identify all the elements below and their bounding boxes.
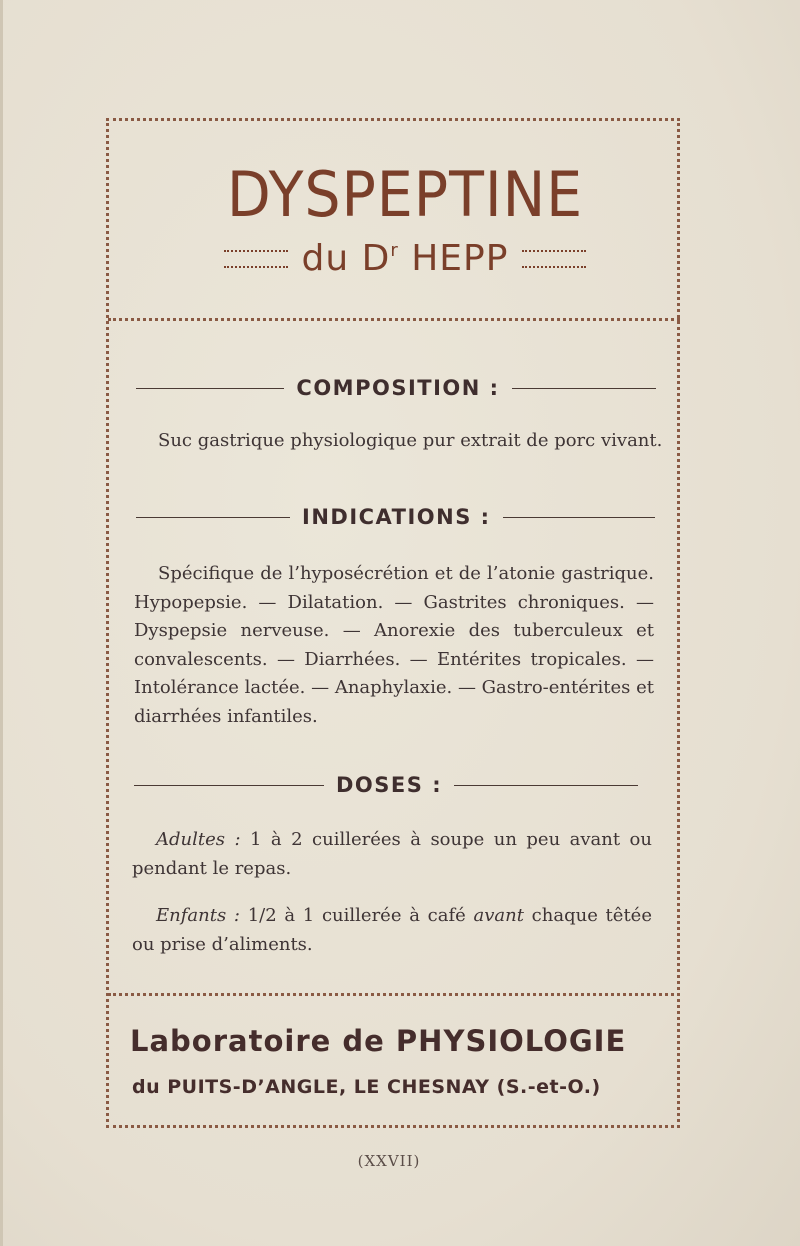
- indications-text: [134, 560, 654, 731]
- indications-heading-row: [136, 505, 656, 529]
- heading-rule-right: [512, 388, 656, 389]
- subtitle-row: [120, 238, 690, 279]
- doses-children: [132, 902, 652, 959]
- subtitle: [302, 238, 509, 279]
- children-text-2: chaque têtée ou prise d’aliments.: [132, 905, 652, 955]
- heading-rule-left: [134, 785, 324, 786]
- laboratory-name: Laboratoire de PHYSIOLOGIE: [130, 1024, 627, 1058]
- right-ornament: [522, 250, 586, 268]
- indications-heading: INDICATIONS :: [302, 505, 491, 529]
- composition-heading-row: [136, 376, 656, 400]
- page-number: (XXVII): [357, 1152, 421, 1170]
- children-avant: avant: [473, 905, 524, 926]
- page-edge: [0, 0, 3, 1246]
- heading-rule-left: [136, 388, 284, 389]
- doses-heading: DOSES :: [336, 773, 443, 797]
- heading-rule-left: [136, 517, 290, 518]
- heading-rule-right: [503, 517, 655, 518]
- children-label: Enfants :: [156, 905, 240, 926]
- subtitle-name: HEPP: [411, 238, 509, 279]
- footer-separator: [108, 993, 680, 996]
- composition-heading: COMPOSITION :: [296, 376, 500, 400]
- children-text-1: 1/2 à 1 cuillerée à café: [247, 905, 466, 926]
- header-separator: [108, 318, 680, 321]
- subtitle-prefix: du D: [301, 238, 391, 279]
- indications-body: Spécifique de l’hyposécrétion et de l’atonie gastrique. Hypopepsie. — Dilatation. — Gastrites chroniques. — Dyspepsie nerveuse. — Anorexie des tuberculeux et convalescents. — Diarrhées. — Entérites tropicales. — Intolérance lactée. — Anaphylaxie. — Gastro-entérites et diarrhées infantiles.: [134, 563, 654, 727]
- left-ornament: [224, 250, 288, 268]
- laboratory-address: du PUITS-D’ANGLE, LE CHESNAY (S.-et-O.): [132, 1076, 601, 1098]
- doses-adults: [132, 826, 652, 883]
- subtitle-superscript: r: [390, 240, 399, 261]
- adults-label: Adultes :: [156, 829, 241, 850]
- product-title: DYSPEPTINE: [226, 158, 584, 231]
- composition-body: Suc gastrique physiologique pur extrait de porc vivant.: [158, 430, 663, 451]
- doses-heading-row: [134, 773, 654, 797]
- adults-text: 1 à 2 cuillerées à soupe un peu avant ou pendant le repas.: [132, 829, 652, 879]
- heading-rule-right: [454, 785, 638, 786]
- composition-text: [134, 427, 664, 456]
